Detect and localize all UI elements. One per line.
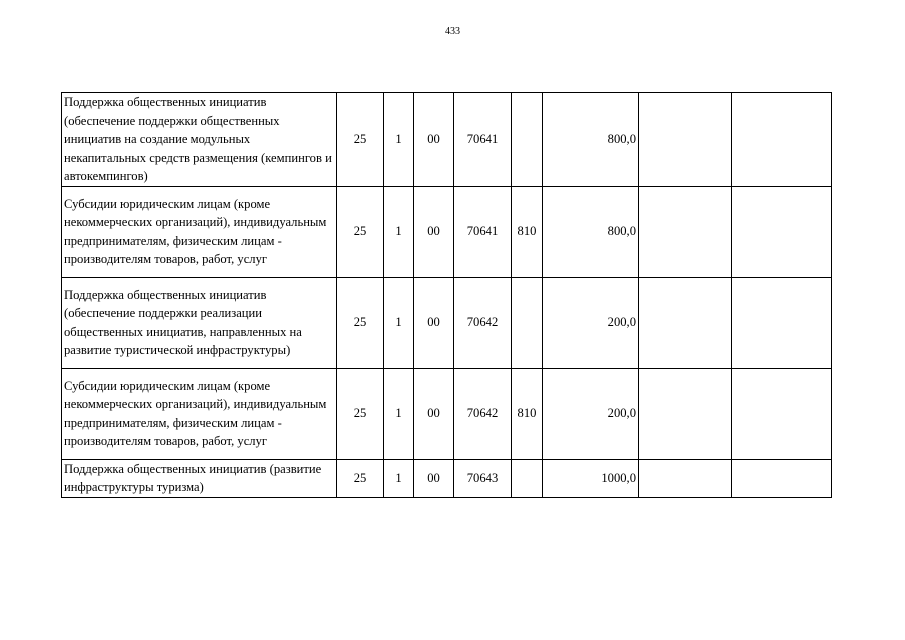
- cell-col9: [732, 186, 832, 277]
- cell-vr: 810: [512, 186, 543, 277]
- table-row: [62, 459, 832, 497]
- table-row: [62, 277, 832, 368]
- cell-code: 70643: [454, 459, 512, 497]
- cell-pgp: 1: [384, 93, 414, 187]
- cell-gp: 25: [337, 186, 384, 277]
- cell-code: 70642: [454, 277, 512, 368]
- row-name: Субсидии юридическим лицам (кроме некоммерческих организаций), индивидуальным предпринимателям, физическим лицам - производителям товаров, работ, услуг: [62, 186, 337, 277]
- row-name: Поддержка общественных инициатив (обеспечение поддержки общественных инициатив на создание модульных некапитальных средств размещения (кемпингов и автокемпингов): [62, 93, 337, 187]
- cell-pgp: 1: [384, 459, 414, 497]
- cell-sum: 1000,0: [543, 459, 639, 497]
- cell-code: 70641: [454, 93, 512, 187]
- cell-sum: 800,0: [543, 93, 639, 187]
- cell-code: 70641: [454, 186, 512, 277]
- cell-om: 00: [414, 368, 454, 459]
- cell-sum: 200,0: [543, 368, 639, 459]
- cell-code: 70642: [454, 368, 512, 459]
- table-row: [62, 186, 832, 277]
- page-number: 433: [445, 26, 460, 37]
- cell-col9: [732, 277, 832, 368]
- cell-sum: 800,0: [543, 186, 639, 277]
- cell-col8: [639, 368, 732, 459]
- cell-vr: [512, 277, 543, 368]
- table-row: [62, 368, 832, 459]
- cell-col8: [639, 186, 732, 277]
- cell-om: 00: [414, 186, 454, 277]
- cell-pgp: 1: [384, 277, 414, 368]
- cell-gp: 25: [337, 93, 384, 187]
- cell-pgp: 1: [384, 186, 414, 277]
- cell-gp: 25: [337, 459, 384, 497]
- cell-col9: [732, 368, 832, 459]
- cell-col9: [732, 459, 832, 497]
- cell-vr: [512, 459, 543, 497]
- row-name: Поддержка общественных инициатив (обеспечение поддержки реализации общественных инициатив, направленных на развитие туристической инфраструктуры): [62, 277, 337, 368]
- cell-col8: [639, 459, 732, 497]
- row-name: Поддержка общественных инициатив (развитие инфраструктуры туризма): [62, 459, 337, 497]
- cell-om: 00: [414, 459, 454, 497]
- cell-vr: [512, 93, 543, 187]
- cell-gp: 25: [337, 277, 384, 368]
- cell-om: 00: [414, 277, 454, 368]
- cell-col8: [639, 277, 732, 368]
- cell-sum: 200,0: [543, 277, 639, 368]
- row-name: Субсидии юридическим лицам (кроме некоммерческих организаций), индивидуальным предпринимателям, физическим лицам - производителям товаров, работ, услуг: [62, 368, 337, 459]
- cell-col8: [639, 93, 732, 187]
- cell-gp: 25: [337, 368, 384, 459]
- cell-vr: 810: [512, 368, 543, 459]
- cell-col9: [732, 93, 832, 187]
- cell-pgp: 1: [384, 368, 414, 459]
- table-row: [62, 93, 832, 187]
- cell-om: 00: [414, 93, 454, 187]
- budget-table: [61, 92, 832, 498]
